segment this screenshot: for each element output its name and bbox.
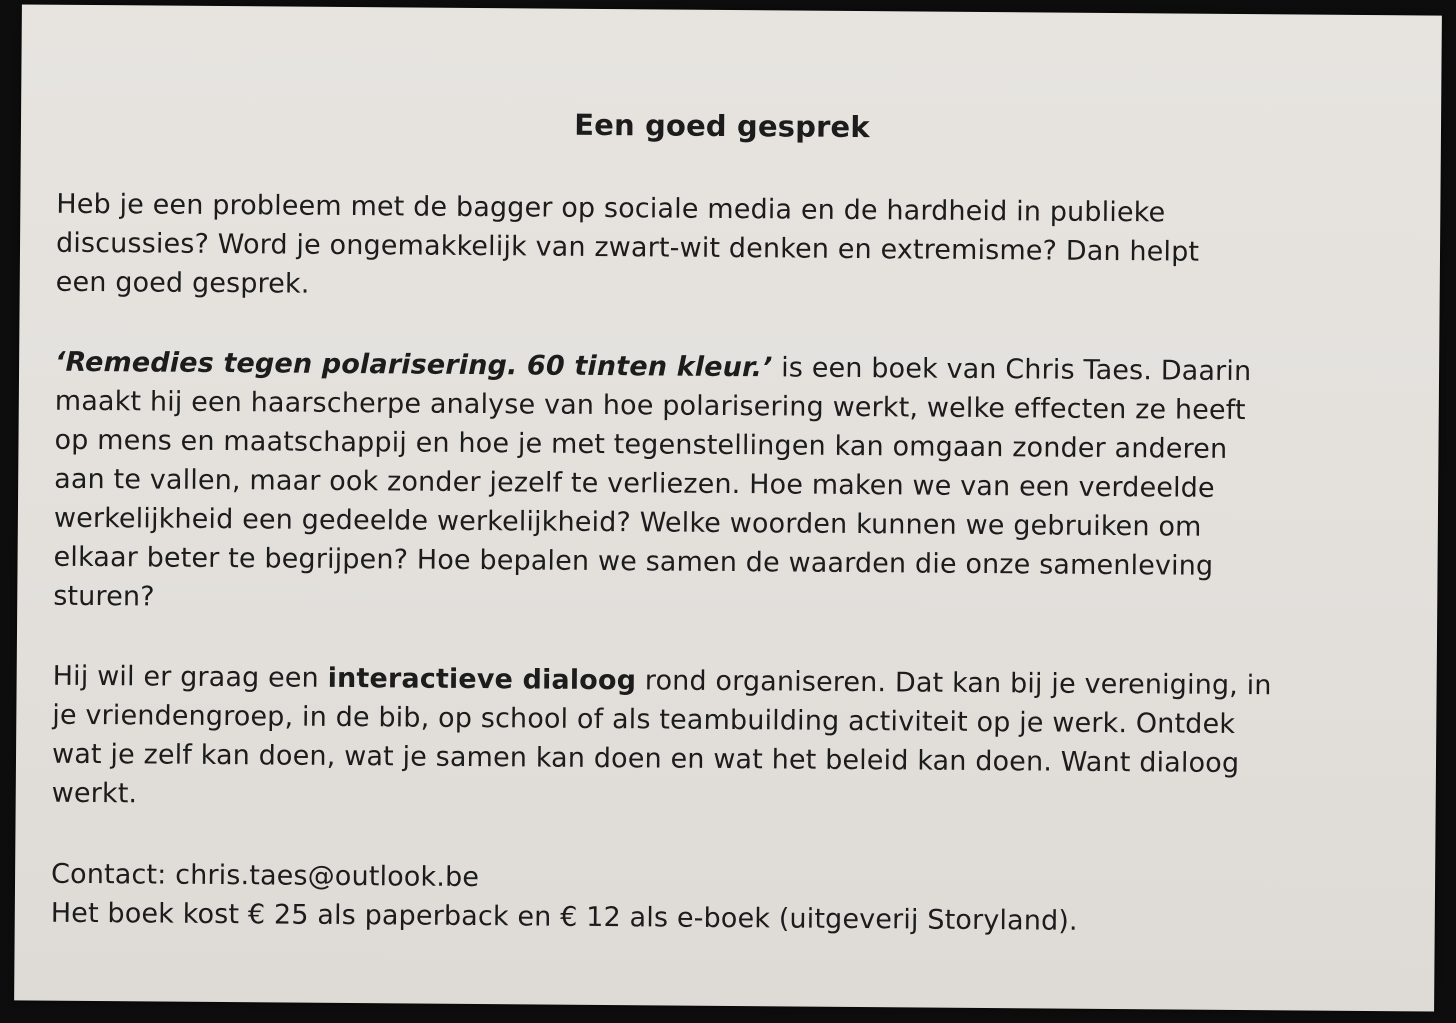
page-title: Een goed gesprek: [574, 107, 870, 145]
dialogue-line-end: rond organiseren. Dat kan bij je vereniging, in: [636, 665, 1272, 702]
book-line: op mens en maatschappij en hoe je met tegenstellingen kan omgaan zonder anderen: [54, 424, 1228, 465]
intro-line: Heb je een probleem met de bagger op sociale media en de hardheid in publieke: [56, 188, 1166, 229]
dialogue-line: je vriendengroep, in de bib, op school of als teambuilding activiteit op je werk. Ontdek: [52, 699, 1236, 740]
flyer-content: [50, 5, 1388, 937]
book-line: maakt hij een haarscherpe analyse van hoe polarisering werkt, welke effecten ze heeft: [54, 385, 1246, 427]
flyer-card: [14, 4, 1442, 1011]
intro-line: discussies? Word je ongemakkelijk van zwart-wit denken en extremisme? Dan helpt: [55, 227, 1200, 268]
book-line: werkelijkheid een gedeelde werkelijkheid? Welke woorden kunnen we gebruiken om: [53, 502, 1202, 543]
dialogue-line: wat je zelf kan doen, wat je samen kan doen en wat het beleid kan doen. Want dialoog: [51, 738, 1240, 780]
intro-line: een goed gesprek.: [55, 266, 310, 300]
book-line: sturen?: [53, 580, 155, 613]
contact-block: [51, 855, 1382, 943]
dialogue-line-start: Hij wil er graag een: [52, 660, 328, 694]
dialogue-paragraph: [52, 657, 1383, 823]
contact-email: Contact: chris.taes@outlook.be: [50, 858, 480, 894]
book-title: ‘Remedies tegen polarisering. 60 tinten kleur.’: [55, 346, 773, 384]
book-line: elkaar beter te begrijpen? Hoe bepalen we samen de waarden die onze samenleving: [53, 541, 1214, 582]
book-line-rest: is een boek van Chris Taes. Daarin: [772, 352, 1252, 388]
book-line: aan te vallen, maar ook zonder jezelf te verliezen. Hoe maken we van een verdeelde: [54, 463, 1215, 504]
intro-paragraph: [56, 185, 1377, 312]
dialogue-emphasis: interactieve dialoog: [327, 662, 637, 697]
price-info: Het boek kost € 25 als paperback en € 12 als e-boek (uitgeverij Storyland).: [50, 897, 1078, 937]
book-paragraph: [53, 343, 1385, 626]
dialogue-line: werkt.: [51, 777, 138, 810]
